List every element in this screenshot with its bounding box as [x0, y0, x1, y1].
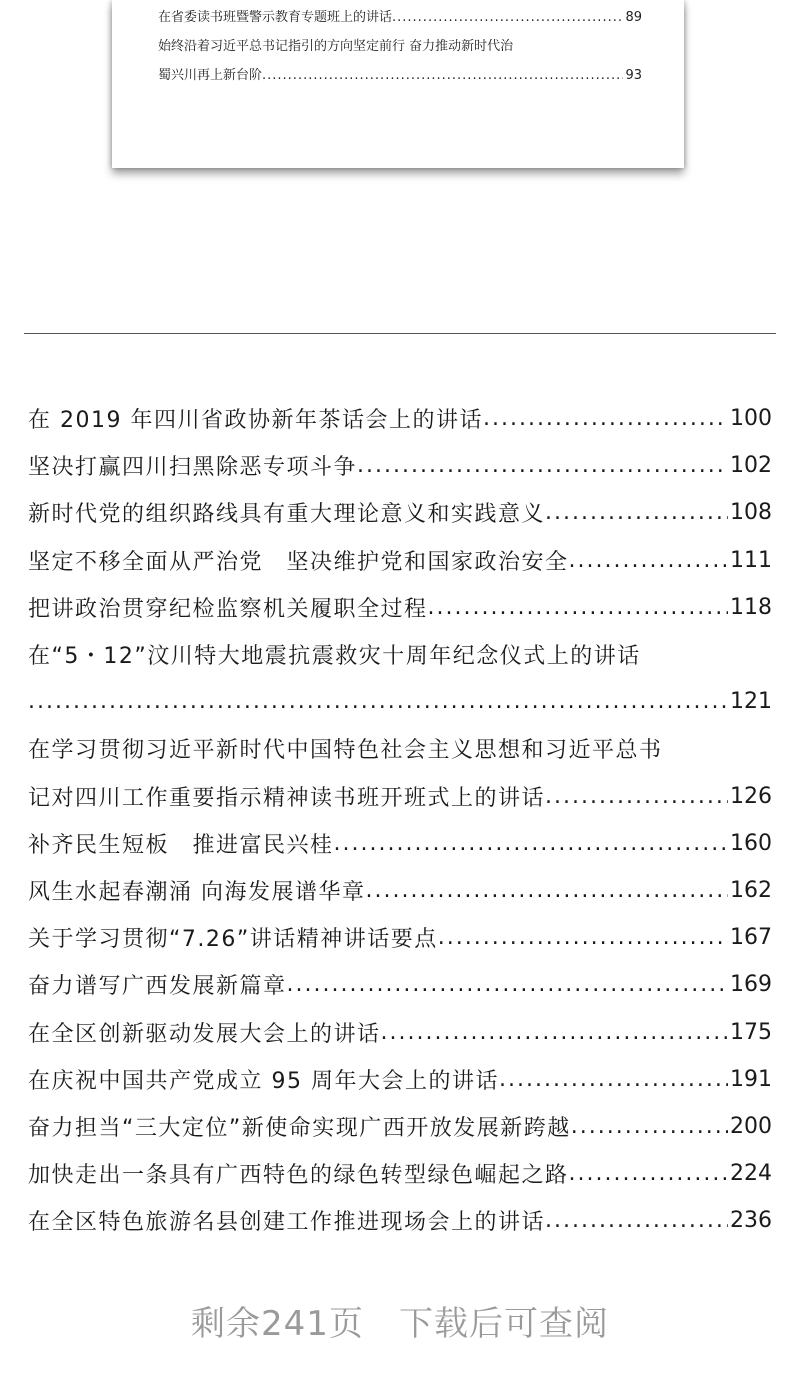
toc-page: 236: [730, 1208, 772, 1234]
leader-dots: [28, 689, 728, 714]
toc-page: 126: [730, 783, 772, 809]
toc-page: 200: [730, 1113, 772, 1139]
leader-dots: [545, 500, 728, 525]
toc-entry: [28, 914, 772, 961]
toc-entry: [28, 1056, 772, 1103]
toc-page: 191: [730, 1066, 772, 1092]
preview-title: 蜀兴川再上新台阶: [158, 68, 263, 83]
leader-dots: [569, 548, 728, 573]
remaining-pages-notice: 剩余241页 下载后可查阅: [191, 1304, 609, 1344]
leader-dots: [499, 1067, 728, 1092]
toc-page: 111: [730, 547, 772, 573]
toc-title: 奋力担当“三大定位”新使命实现广西开放发展新跨越: [28, 1115, 571, 1141]
toc-entry: [28, 395, 772, 442]
table-of-contents: [28, 395, 772, 1244]
toc-page: 100: [730, 406, 772, 432]
toc-entry: [28, 489, 772, 536]
toc-page: 162: [730, 877, 772, 903]
toc-preview-card: [112, 0, 684, 168]
toc-page: 102: [730, 453, 772, 479]
toc-title: 风生水起春潮涌 向海发展谱华章: [28, 879, 366, 905]
toc-page: 224: [730, 1161, 772, 1187]
leader-dots: [428, 595, 728, 620]
toc-page: 118: [730, 594, 772, 620]
toc-title: 把讲政治贯穿纪检监察机关履职全过程: [28, 596, 428, 622]
toc-entry: [28, 1150, 772, 1197]
toc-title: 加快走出一条具有广西特色的绿色转型绿色崛起之路: [28, 1163, 569, 1189]
toc-entry: [28, 442, 772, 489]
toc-entry: [28, 961, 772, 1008]
toc-page: 108: [730, 500, 772, 526]
toc-entry: [28, 584, 772, 631]
toc-entry: [28, 537, 772, 584]
toc-page: 175: [730, 1019, 772, 1045]
leader-dots: [392, 10, 623, 25]
toc-title: 在全区创新驱动发展大会上的讲话: [28, 1021, 381, 1047]
toc-title: 在全区特色旅游名县创建工作推进现场会上的讲话: [28, 1210, 546, 1236]
toc-title: 奋力谱写广西发展新篇章: [28, 974, 287, 1000]
preview-line: [158, 64, 642, 83]
toc-entry: [28, 1008, 772, 1055]
leader-dots: [366, 878, 729, 903]
preview-title: 在省委读书班暨警示教育专题班上的讲话: [158, 10, 393, 25]
toc-page: 160: [730, 830, 772, 856]
section-divider: [24, 333, 776, 334]
leader-dots: [438, 925, 728, 950]
toc-entry: [28, 725, 772, 772]
leader-dots: [571, 1114, 728, 1139]
toc-page: 167: [730, 925, 772, 951]
toc-title: 在学习贯彻习近平新时代中国特色社会主义思想和习近平总书: [28, 738, 663, 764]
preview-page: 93: [625, 68, 642, 83]
toc-title: 记对四川工作重要指示精神读书班开班式上的讲话: [28, 785, 546, 811]
toc-title: 在 2019 年四川省政协新年茶话会上的讲话: [28, 408, 483, 434]
toc-title: 关于学习贯彻“7.26”讲话精神讲话要点: [28, 927, 438, 953]
preview-page: 89: [625, 10, 642, 25]
toc-entry: [28, 1103, 772, 1150]
toc-entry-continued: [28, 773, 772, 820]
preview-title: 始终沿着习近平总书记指引的方向坚定前行 奋力推动新时代治: [158, 39, 514, 54]
toc-title: 在庆祝中国共产党成立 95 周年大会上的讲话: [28, 1068, 499, 1094]
toc-entry-continued: [28, 678, 772, 725]
toc-page: 121: [730, 689, 772, 715]
preview-line: [158, 35, 642, 54]
toc-page: 169: [730, 972, 772, 998]
toc-entry: [28, 1197, 772, 1244]
preview-line: [158, 6, 642, 25]
leader-dots: [334, 831, 728, 856]
leader-dots: [569, 1161, 728, 1186]
toc-title: 在“5・12”汶川特大地震抗震救灾十周年纪念仪式上的讲话: [28, 644, 641, 670]
leader-dots: [545, 784, 728, 809]
leader-dots: [483, 406, 728, 431]
leader-dots: [262, 68, 623, 83]
leader-dots: [545, 1208, 728, 1233]
leader-dots: [287, 972, 728, 997]
toc-title: 补齐民生短板 推进富民兴桂: [28, 832, 334, 858]
leader-dots: [357, 453, 728, 478]
toc-title: 坚决打赢四川扫黑除恶专项斗争: [28, 455, 358, 481]
toc-entry: [28, 820, 772, 867]
leader-dots: [381, 1020, 728, 1045]
toc-entry: [28, 867, 772, 914]
toc-entry: [28, 631, 772, 678]
toc-title: 坚定不移全面从严治党 坚决维护党和国家政治安全: [28, 549, 569, 575]
toc-title: 新时代党的组织路线具有重大理论意义和实践意义: [28, 502, 546, 528]
